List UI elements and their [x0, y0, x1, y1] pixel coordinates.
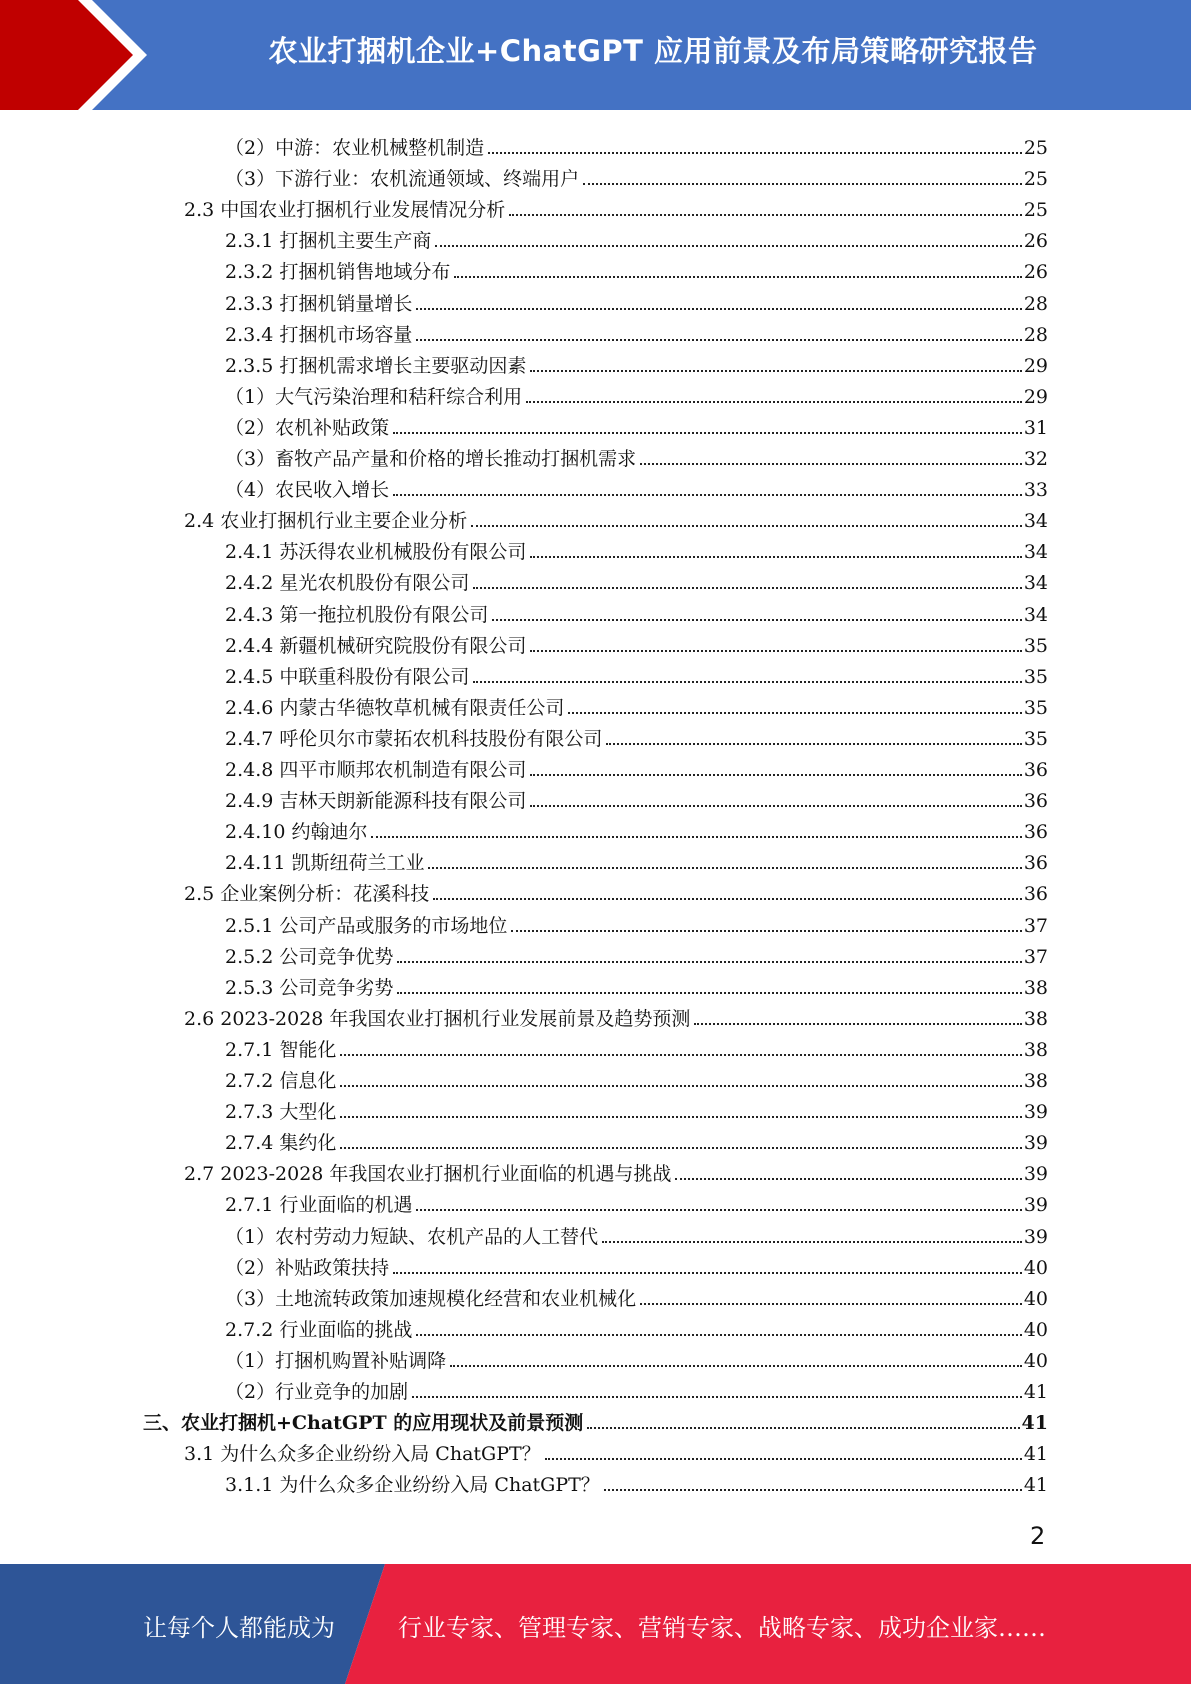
toc-entry-title: （2）农机补贴政策 — [225, 416, 390, 439]
report-header — [0, 0, 1191, 110]
toc-leader-dots — [488, 152, 1022, 154]
toc-entry-title: 2.3.5 打捆机需求增长主要驱动因素 — [225, 354, 527, 377]
toc-entry-page: 38 — [1023, 1038, 1048, 1061]
toc-entry-page: 36 — [1023, 759, 1048, 781]
toc-leader-dots — [435, 245, 1021, 247]
toc-entry-page: 39 — [1023, 1225, 1048, 1248]
toc-entry[interactable] — [225, 470, 1048, 501]
footer-slogan-right: 行业专家、管理专家、营销专家、战略专家、成功企业家…… — [398, 1614, 1046, 1642]
toc-entry-page: 26 — [1023, 230, 1048, 253]
toc-entry-page: 39 — [1023, 1194, 1048, 1217]
toc-entry-title: 2.3.4 打捆机市场容量 — [225, 323, 413, 346]
toc-entry-title: （2）中游：农业机械整机制造 — [225, 137, 485, 159]
toc-entry-page: 28 — [1023, 323, 1048, 346]
toc-leader-dots — [416, 1334, 1021, 1336]
toc-entry[interactable] — [225, 439, 1048, 470]
toc-entry-title: 2.5 企业案例分析：花溪科技 — [184, 883, 430, 906]
toc-entry[interactable] — [225, 1372, 1048, 1403]
toc-leader-dots — [471, 525, 1022, 527]
toc-leader-dots — [416, 308, 1021, 310]
toc-leader-dots — [473, 681, 1021, 683]
toc-leader-dots — [568, 712, 1021, 714]
toc-entry[interactable] — [225, 781, 1048, 812]
toc-leader-dots — [509, 214, 1022, 216]
toc-entry-page: 34 — [1023, 541, 1048, 564]
toc-entry-title: 2.5.2 公司竞争优势 — [225, 945, 394, 968]
toc-leader-dots — [340, 1054, 1021, 1056]
toc-entry[interactable] — [225, 532, 1048, 563]
toc-leader-dots — [340, 1116, 1021, 1118]
toc-entry-title: 2.7.1 智能化 — [225, 1038, 337, 1061]
toc-entry-page: 38 — [1023, 1007, 1048, 1030]
footer-banner — [0, 1564, 1191, 1684]
toc-entry-title: 2.7.2 行业面临的挑战 — [225, 1318, 413, 1341]
toc-entry[interactable] — [225, 221, 1048, 252]
toc-leader-dots — [397, 992, 1021, 994]
toc-entry[interactable] — [225, 812, 1048, 843]
toc-entry-title: 3.1.1 为什么众多企业纷纷入局 ChatGPT？ — [225, 1474, 600, 1497]
toc-leader-dots — [492, 619, 1021, 621]
toc-leader-dots — [450, 1365, 1022, 1367]
toc-leader-dots — [604, 1489, 1022, 1491]
toc-leader-dots — [606, 743, 1021, 745]
toc-entry-page: 40 — [1023, 1287, 1048, 1310]
toc-entry[interactable] — [184, 874, 1048, 905]
toc-entry-page: 25 — [1023, 199, 1048, 222]
toc-entry-title: 2.4.3 第一拖拉机股份有限公司 — [225, 603, 489, 626]
toc-entry[interactable] — [225, 595, 1048, 626]
toc-entry-title: 2.4.2 星光农机股份有限公司 — [225, 572, 470, 595]
toc-entry-title: （4）农民收入增长 — [225, 479, 390, 502]
toc-entry[interactable] — [225, 346, 1048, 377]
toc-entry[interactable] — [225, 1092, 1048, 1123]
toc-entry-title: 2.4 农业打捆机行业主要企业分析 — [184, 510, 468, 533]
toc-entry-title: 2.3.3 打捆机销量增长 — [225, 292, 413, 315]
toc-entry[interactable] — [225, 968, 1048, 999]
toc-entry[interactable] — [225, 1030, 1048, 1061]
toc-leader-dots — [393, 432, 1022, 434]
toc-entry-page: 36 — [1023, 821, 1048, 844]
toc-entry-title: （3）土地流转政策加速规模化经营和农业机械化 — [225, 1287, 637, 1310]
toc-leader-dots — [428, 867, 1021, 869]
toc-entry-page: 36 — [1023, 852, 1048, 875]
toc-entry[interactable] — [225, 315, 1048, 346]
toc-entry-page: 36 — [1023, 790, 1048, 813]
toc-leader-dots — [340, 1147, 1021, 1149]
toc-entry[interactable] — [225, 1217, 1048, 1248]
toc-entry[interactable] — [225, 657, 1048, 688]
toc-entry-page: 31 — [1023, 416, 1048, 439]
toc-entry-page: 40 — [1023, 1349, 1048, 1372]
toc-entry-title: （2）补贴政策扶持 — [225, 1256, 390, 1279]
toc-entry-page: 33 — [1023, 479, 1048, 502]
toc-entry-page: 25 — [1023, 137, 1048, 159]
toc-entry-title: 2.7.3 大型化 — [225, 1101, 337, 1124]
toc-leader-dots — [602, 1241, 1022, 1243]
toc-entry-title: 2.4.8 四平市顺邦农机制造有限公司 — [225, 759, 527, 781]
toc-leader-dots — [530, 774, 1021, 776]
toc-entry-title: 2.3.1 打捆机主要生产商 — [225, 230, 432, 253]
toc-entry-page: 26 — [1023, 261, 1048, 284]
toc-entry-page: 41 — [1023, 1443, 1048, 1466]
toc-entry[interactable] — [225, 284, 1048, 315]
toc-entry[interactable] — [184, 1154, 1048, 1185]
toc-entry-title: （3）下游行业：农机流通领域、终端用户 — [225, 168, 580, 191]
toc-leader-dots — [675, 1178, 1021, 1180]
toc-entry[interactable] — [225, 1248, 1048, 1279]
toc-entry-title: 2.4.5 中联重科股份有限公司 — [225, 665, 470, 688]
toc-entry-title: 2.7.4 集约化 — [225, 1132, 337, 1155]
page-number: 2 — [1030, 1522, 1046, 1550]
toc-entry-title: 2.7 2023-2028 年我国农业打捆机行业面临的机遇与挑战 — [184, 1163, 672, 1186]
toc-entry-title: 2.6 2023-2028 年我国农业打捆机行业发展前景及趋势预测 — [184, 1007, 691, 1030]
toc-entry[interactable] — [225, 159, 1048, 190]
toc-entry-title: 2.3.2 打捆机销售地域分布 — [225, 261, 451, 284]
toc-entry-page: 34 — [1023, 603, 1048, 626]
report-title: 农业打捆机企业+ChatGPT 应用前景及布局策略研究报告 — [268, 34, 1038, 68]
toc-leader-dots — [511, 930, 1021, 932]
toc-leader-dots — [530, 650, 1021, 652]
toc-leader-dots — [583, 183, 1022, 185]
toc-leader-dots — [393, 1272, 1022, 1274]
toc-entry-page: 35 — [1023, 634, 1048, 657]
toc-entry[interactable] — [225, 1341, 1048, 1372]
toc-leader-dots — [397, 961, 1021, 963]
toc-entry-title: 三、农业打捆机+ChatGPT 的应用现状及前景预测 — [143, 1412, 584, 1435]
toc-entry-page: 39 — [1023, 1101, 1048, 1124]
toc-entry[interactable] — [225, 1279, 1048, 1310]
toc-entry[interactable] — [225, 563, 1048, 594]
toc-entry[interactable] — [184, 999, 1048, 1030]
toc-entry[interactable] — [225, 377, 1048, 408]
toc-entry-title: 2.7.2 信息化 — [225, 1070, 337, 1092]
toc-leader-dots — [694, 1023, 1021, 1025]
toc-entry-page: 36 — [1023, 883, 1048, 906]
toc-entry-page: 40 — [1023, 1318, 1048, 1341]
toc-entry[interactable] — [225, 626, 1048, 657]
toc-entry[interactable] — [225, 843, 1048, 874]
toc-entry-page: 37 — [1023, 945, 1048, 968]
toc-leader-dots — [433, 898, 1022, 900]
toc-entry-title: （1）大气污染治理和秸秆综合利用 — [225, 385, 523, 408]
toc-entry-title: 3.1 为什么众多企业纷纷入局 ChatGPT？ — [184, 1443, 541, 1466]
toc-leader-dots — [530, 556, 1021, 558]
toc-entry-title: 2.5.1 公司产品或服务的市场地位 — [225, 914, 508, 937]
toc-leader-dots — [371, 836, 1021, 838]
toc-entry-page: 32 — [1023, 448, 1048, 470]
toc-leader-dots — [393, 494, 1022, 496]
toc-entry[interactable] — [225, 252, 1048, 283]
toc-entry-title: 2.3 中国农业打捆机行业发展情况分析 — [184, 199, 506, 222]
toc-leader-dots — [340, 1085, 1021, 1087]
toc-entry[interactable] — [225, 1310, 1048, 1341]
toc-entry-title: 2.4.1 苏沃得农业机械股份有限公司 — [225, 541, 527, 564]
toc-entry-page: 29 — [1023, 385, 1048, 408]
toc-entry-page: 28 — [1023, 292, 1048, 315]
toc-entry[interactable] — [225, 408, 1048, 439]
toc-entry-page: 29 — [1023, 354, 1048, 377]
toc-entry-title: 2.4.11 凯斯纽荷兰工业 — [225, 852, 425, 875]
toc-entry[interactable] — [225, 128, 1048, 159]
toc-entry-page: 35 — [1023, 665, 1048, 688]
footer-slogan-left: 让每个人都能成为 — [143, 1614, 335, 1642]
toc-entry-page: 35 — [1023, 727, 1048, 750]
toc-entry-title: 2.7.1 行业面临的机遇 — [225, 1194, 413, 1217]
toc-leader-dots — [526, 401, 1022, 403]
toc-entry-page: 40 — [1023, 1256, 1048, 1279]
toc-entry-title: 2.4.6 内蒙古华德牧草机械有限责任公司 — [225, 696, 565, 719]
toc-entry[interactable] — [225, 1465, 1048, 1496]
toc-entry[interactable] — [143, 1403, 1048, 1434]
toc-entry-page: 25 — [1023, 168, 1048, 191]
toc-leader-dots — [416, 1209, 1021, 1211]
toc-entry[interactable] — [225, 688, 1048, 719]
toc-entry-title: 2.4.4 新疆机械研究院股份有限公司 — [225, 634, 527, 657]
toc-entry-page: 38 — [1023, 1070, 1048, 1092]
toc-entry-title: （2）行业竞争的加剧 — [225, 1381, 409, 1403]
toc-entry-page: 34 — [1023, 510, 1048, 533]
toc-entry[interactable] — [225, 719, 1048, 750]
toc-entry-page: 39 — [1023, 1163, 1048, 1186]
toc-entry-page: 38 — [1023, 976, 1048, 999]
toc-entry-page: 41 — [1023, 1381, 1048, 1403]
toc-entry[interactable] — [225, 937, 1048, 968]
toc-leader-dots — [545, 1458, 1022, 1460]
toc-entry[interactable] — [184, 1434, 1048, 1465]
toc-entry[interactable] — [225, 1185, 1048, 1216]
toc-leader-dots — [473, 587, 1021, 589]
toc-leader-dots — [412, 1396, 1022, 1398]
toc-entry-page: 34 — [1023, 572, 1048, 595]
toc-leader-dots — [530, 805, 1021, 807]
toc-entry-page: 39 — [1023, 1132, 1048, 1155]
toc-leader-dots — [416, 339, 1021, 341]
toc-entry-title: （1）农村劳动力短缺、农机产品的人工替代 — [225, 1225, 599, 1248]
toc-entry-title: （3）畜牧产品产量和价格的增长推动打捆机需求 — [225, 448, 637, 470]
toc-entry[interactable] — [184, 501, 1048, 532]
toc-entry-page: 41 — [1023, 1474, 1048, 1497]
toc-leader-dots — [530, 370, 1021, 372]
toc-entry-title: 2.5.3 公司竞争劣势 — [225, 976, 394, 999]
toc-entry[interactable] — [225, 1061, 1048, 1092]
toc-entry-page: 41 — [1021, 1412, 1048, 1435]
toc-entry-title: 2.4.10 约翰迪尔 — [225, 821, 368, 844]
toc-entry-title: （1）打捆机购置补贴调降 — [225, 1349, 447, 1372]
toc-leader-dots — [587, 1427, 1019, 1429]
toc-entry[interactable] — [225, 906, 1048, 937]
toc-leader-dots — [640, 1303, 1022, 1305]
toc-leader-dots — [640, 463, 1022, 465]
toc-entry[interactable] — [225, 750, 1048, 781]
toc-entry[interactable] — [184, 190, 1048, 221]
toc-entry-title: 2.4.7 呼伦贝尔市蒙拓农机科技股份有限公司 — [225, 727, 603, 750]
toc-entry-title: 2.4.9 吉林天朗新能源科技有限公司 — [225, 790, 527, 813]
toc-entry-page: 37 — [1023, 914, 1048, 937]
toc-leader-dots — [454, 276, 1021, 278]
toc-entry[interactable] — [225, 1123, 1048, 1154]
toc-entry-page: 35 — [1023, 696, 1048, 719]
